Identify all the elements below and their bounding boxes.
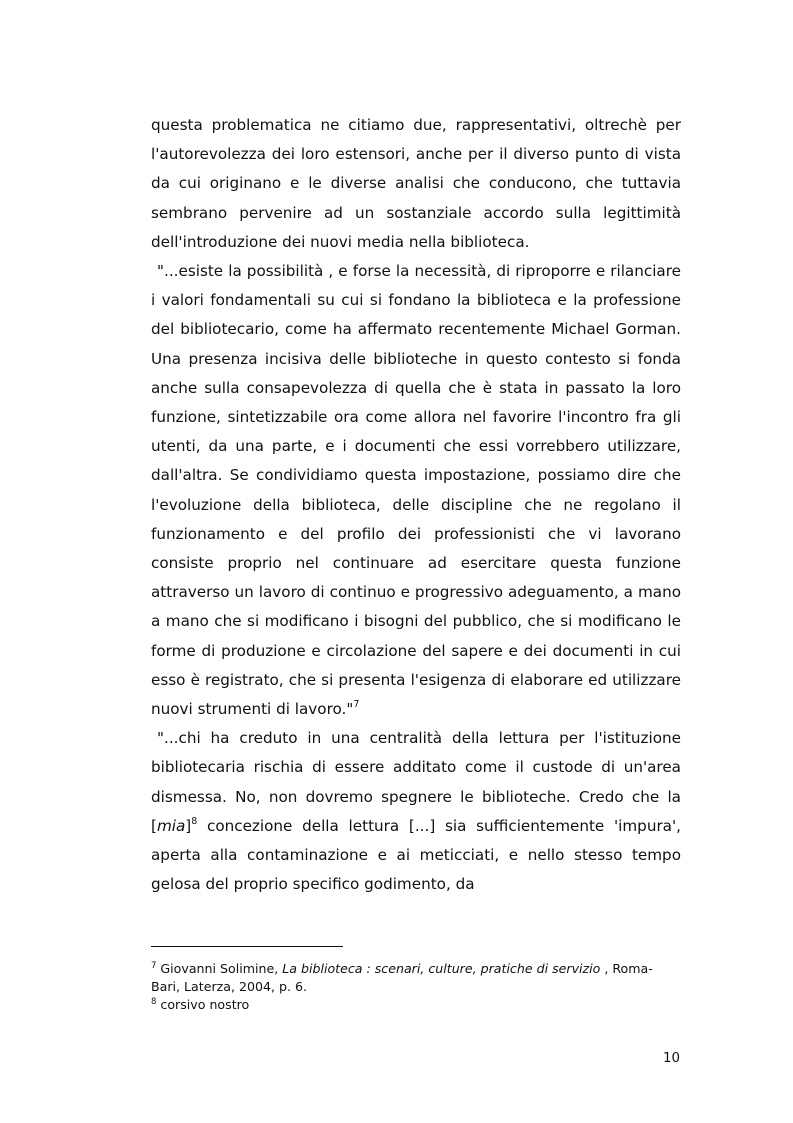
footnote-7-number: 7 [151, 961, 157, 971]
footnote-7-title: La biblioteca : scenari, culture, pratiche di servizio [282, 961, 601, 976]
quote-solimine-text: "...esiste la possibilità , e forse la necessità, di riproporre e rilanciare i valori fondamentali su cui si fondano la biblioteca e la professione del bibliotecario, come ha affermato recentemente Michael Gorman. Una presenza incisiva delle biblioteche in questo contesto si fonda anche sulla consapevolezza di quella che è stata in passato la loro funzione, sintetizzabile ora come allora nel favorire l'incontro fra gli utenti, da una parte, e i documenti che essi vorrebbero utilizzare, dall'altra. Se condividiamo questa impostazione, possiamo dire che l'evoluzione della biblioteca, delle discipline che ne regolano il funzionamento e del profilo dei professionisti che vi lavorano consiste proprio nel continuare ad esercitare questa funzione attraverso un lavoro di continuo e progressivo adeguamento, a mano a mano che si modificano i bisogni del pubblico, che si modificano le forme di produzione e circolazione del sapere e dei documenti in cui esso è registrato, che si presenta l'esigenza di elaborare ed utilizzare nuovi strumenti di lavoro." [151, 262, 681, 719]
quote-lettura [151, 724, 681, 899]
footnote-7-publication: , Roma-Bari, Laterza, 2004, p. 6. [151, 961, 653, 994]
quote-lettura-text-start: "...chi ha creduto in una centralità della lettura per l'istituzione bibliotecaria rischia di essere additato come il custode di un'area dismessa. No, non dovremo spegnere le biblioteche. Credo che la [ [151, 729, 681, 835]
quote-solimine [151, 257, 681, 724]
footnote-separator [151, 946, 343, 947]
footnote-ref-7[interactable]: 7 [353, 699, 360, 711]
quote-lettura-italic: mia [156, 816, 186, 835]
page-number: 10 [663, 1051, 681, 1066]
footnote-ref-8[interactable]: 8 [191, 815, 198, 827]
paragraph-intro: questa problematica ne citiamo due, rappresentativi, oltrechè per l'autorevolezza dei loro estensori, anche per il diverso punto di vista da cui originano e le diverse analisi che conducono, che tuttavia sembrano pervenire ad un sostanziale accordo sulla legittimità dell'introduzione dei nuovi media nella biblioteca. [151, 116, 681, 251]
body-text [151, 111, 681, 899]
quote-lettura-text-end: concezione della lettura [...] sia sufficientemente 'impura', aperta alla contaminazione e ai meticciati, e nello stesso tempo gelosa del proprio specifico godimento, da [151, 816, 681, 894]
quote-lettura-bracket: ] [185, 816, 192, 835]
footnote-7-author: Giovanni Solimine, [156, 961, 283, 976]
footnote-8-number: 8 [151, 997, 157, 1007]
footnote-8 [151, 996, 681, 1014]
footnotes [151, 960, 681, 1014]
footnote-8-text: corsivo nostro [156, 997, 250, 1012]
footnote-7 [151, 960, 681, 996]
